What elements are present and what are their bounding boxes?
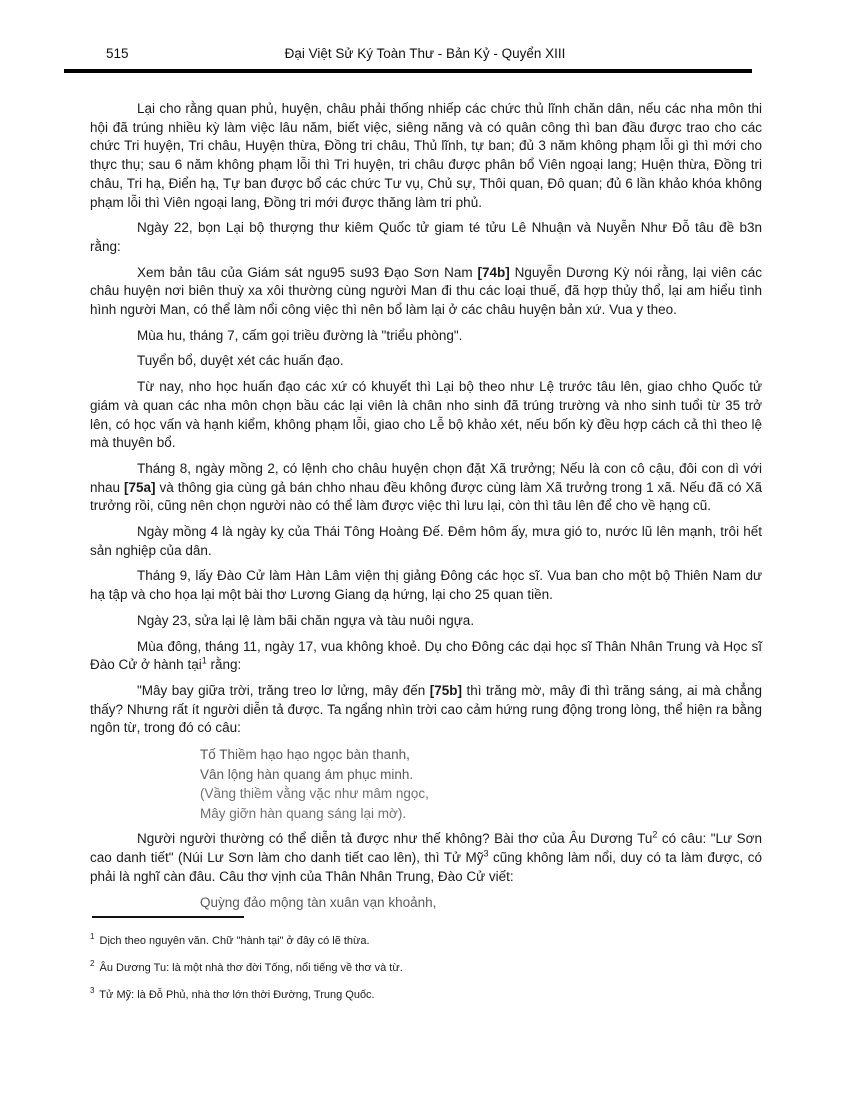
poem-line: Tố Thiềm hạo hạo ngọc bàn thanh, [200, 747, 410, 763]
poem-line: (Vầng thiềm vằng vặc như mâm ngọc, [200, 786, 429, 802]
folio-marker: [75a] [124, 479, 156, 495]
folio-marker: [75b] [429, 682, 462, 698]
document-body [90, 100, 762, 920]
footnote-text: Tử Mỹ: là Đỗ Phủ, nhà thơ lớn thời Đường, Trung Quốc. [96, 989, 375, 1001]
body-paragraph [90, 638, 762, 675]
footnote-ref: 3 [483, 848, 489, 859]
body-paragraph [90, 264, 762, 320]
body-paragraph [90, 567, 762, 604]
text-run: Ngày 23, sửa lại lệ làm bãi chăn ngựa và tàu nuôi ngựa. [137, 612, 475, 628]
header-rule [64, 69, 752, 73]
folio-marker: [74b] [477, 264, 510, 280]
text-run: Tháng 8, ngày mồng 2, có lệnh cho châu huyện chọn đặt Xã trưởng; Nếu là con cô cậu, đôi con dì với nhau [90, 460, 762, 495]
body-paragraph [90, 830, 762, 886]
body-paragraph [90, 378, 762, 453]
page-number: 515 [106, 46, 129, 61]
body-paragraph [90, 682, 762, 738]
text-run: cũng không làm nổi, duy có ta làm được, có phải là nghĩ càn đâu. Câu thơ vịnh của Thân Nhân Trung, Đào Cử viết: [90, 849, 762, 884]
footnote-item [90, 934, 762, 948]
text-run: Người người thường có thể diễn tả được như thế không? Bài thơ của Âu Dương Tu [137, 831, 653, 847]
text-run: rằng: [206, 657, 242, 673]
body-paragraph [90, 523, 762, 560]
footnote-text: Dịch theo nguyên văn. Chữ "hành tại" ở đây có lẽ thừa. [96, 935, 370, 947]
body-paragraph [90, 352, 762, 371]
footnotes-section [90, 916, 762, 1015]
body-paragraph [90, 327, 762, 346]
body-paragraph [90, 100, 762, 212]
poem-block [200, 745, 762, 823]
footnote-item [90, 961, 762, 975]
text-run: Tuyển bổ, duyệt xét các huấn đạo. [137, 353, 344, 369]
text-run: có câu: "Lư Sơn cao danh tiết" (Núi Lư Sơn làm cho danh tiết cao lên), thì Tử Mỹ [90, 831, 762, 865]
text-run: Từ nay, nho học huấn đạo các xứ có khuyết thì Lại bộ theo như Lệ trước tâu lên, giao chho Quốc tử giám và quan các nha môn chọn bầu các lại viên là chân nho sinh đã trúng trường và nho sinh tuổi từ 35 trở lên, có học vấn và hạnh kiểm, không phạm lỗi, giao cho Lễ bộ khảo xét, nếu bốn kỳ đều hợp cách cả thì theo lệ mà thuyên bổ. [90, 379, 762, 451]
footnote-ref: 2 [652, 829, 658, 840]
poem-line: Mây giỡn hàn quang sáng lại mờ). [200, 805, 407, 821]
poem-line: Quỳng đảo mộng tàn xuân vạn khoảnh, [200, 895, 437, 911]
text-run: Ngày 22, bọn Lại bộ thượng thư kiêm Quốc tử giam té tửu Lê Nhuận và Nuyễn Như Đỗ tâu đề b3n rằng: [90, 220, 762, 254]
text-run: Mùa đông, tháng 11, ngày 17, vua không khoẻ. Dụ cho Đông các dại học sĩ Thân Nhân Trung và Học sĩ Đào Cử ở hành tại [90, 638, 762, 673]
footnote-list [90, 934, 762, 1002]
text-run: Nguyễn Dương Kỳ nói rằng, lại viên các châu huyện nơi biên thuỳ xa xôi thường cùng người Man đi thu các loại thuế, đã hợp thủy thổ, lại am hiểu tình hình người Man, có thể làm nổi công việc thì nên bổ làm lại ở các châu huyện bản xứ. Vua y theo. [90, 264, 762, 318]
poem-block [200, 893, 762, 913]
footnote-item [90, 988, 762, 1002]
footnote-separator [92, 916, 244, 918]
text-run: Mùa hu, tháng 7, cấm gọi triều đường là "triểu phòng". [137, 327, 463, 343]
body-paragraph [90, 460, 762, 516]
text-run: thì trăng mờ, mây đi thì trăng sáng, ai mà chẳng thấy? Nhưng rất ít người diễn tả được. Ta ngẩng nhìn trời cao cảm hứng rung động trong lòng, thể hiện ra bằng ngôn từ, trong đó có câu: [90, 682, 763, 736]
text-run: và thông gia cùng gả bán chho nhau đều không được cùng làm Xã trưởng trong 1 xã. Nếu đã có Xã trưởng rồi, cũng nên chọn người nào có thể làm được việc thì lưu lại, còn thì tâu lên để cho về hạng cũ. [90, 479, 762, 514]
footnote-ref: 1 [201, 655, 207, 666]
text-run: Ngày mồng 4 là ngày kỵ của Thái Tông Hoàng Đế. Đêm hôm ấy, mưa gió to, nước lũ lên mạnh, trôi hết sản nghiệp của dân. [90, 524, 762, 558]
footnote-marker: 2 [90, 959, 95, 969]
footnote-text: Âu Dương Tu: là một nhà thơ đời Tống, nổi tiếng về thơ và từ. [96, 962, 403, 974]
text-run: "Mây bay giữa trời, trăng treo lơ lửng, mây đến [137, 682, 430, 698]
text-run: Lại cho rằng quan phủ, huyện, châu phải thống nhiếp các chức thủ lĩnh chăn dân, nếu các nha môn thi hội đã trúng nhiều kỳ làm việc lâu năm, biết việc, siêng năng và có quân công thì ban đầu được trao cho các chức Tri huyện, Tri châu, Huyện thừa, Đồng tri châu, Thủ lĩnh, tự ban; đủ 3 năm không phạm lỗi gì thì mới cho thực thụ; sau 6 năm không phạm lỗi thì Tri huyện, tri châu được phân bổ Viên ngoại lang; Huện thừa, Đồng tri châu, Tri hạ, Điển hạ, Tự ban được bổ các chức Tư vụ, Chủ sự, Thôi quan, Đô quan; đủ 6 lần khảo khóa không phạm lỗi thì Viên ngoại lang, Đồng tri mới được thăng làm tri phủ. [90, 101, 762, 210]
body-paragraph [90, 219, 762, 256]
running-title: Đại Việt Sử Ký Toàn Thư - Bản Kỷ - Quyển XIII [284, 46, 566, 61]
text-run: Tháng 9, lấy Đào Cử làm Hàn Lâm viện thị giảng Đông các học sĩ. Vua ban cho một bộ Thiên Nam dư hạ tập và cho họa lại một bài thơ Lương Giang dạ hứng, lại cho 25 quan tiền. [90, 568, 762, 603]
body-paragraph [90, 612, 762, 631]
footnote-marker: 1 [90, 932, 95, 942]
footnote-marker: 3 [90, 986, 95, 996]
text-run: Xem bản tâu của Giám sát ngu95 su93 Đạo Sơn Nam [137, 264, 478, 280]
poem-line: Vân lộng hàn quang ám phục minh. [200, 766, 414, 782]
